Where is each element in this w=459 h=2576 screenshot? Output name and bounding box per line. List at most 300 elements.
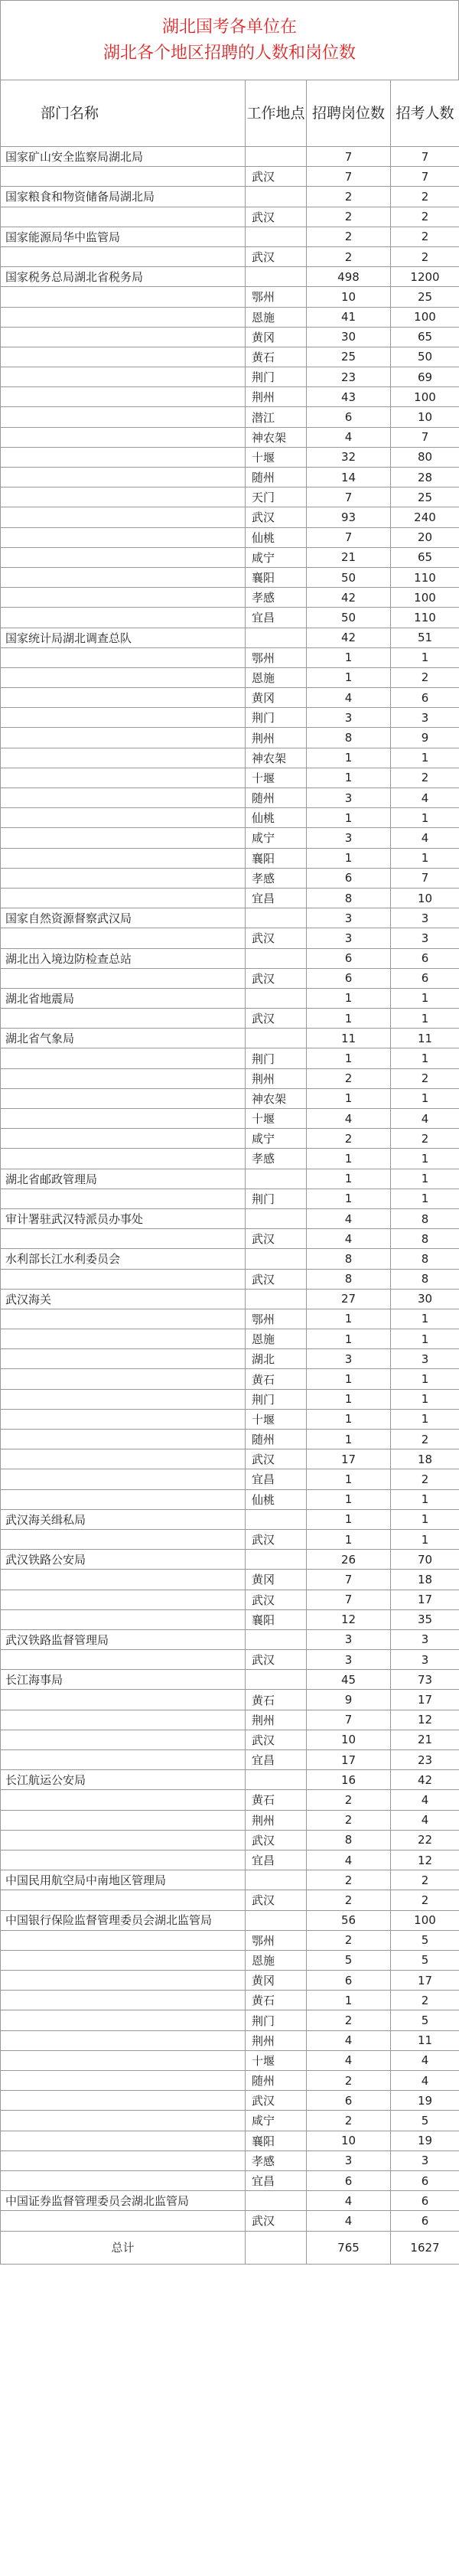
table-row-location <box>1 2150 459 2170</box>
cell-positions: 2 <box>307 1930 391 1950</box>
cell-location <box>246 1770 307 1790</box>
cell-dept <box>1 608 246 628</box>
cell-location: 襄阳 <box>246 848 307 868</box>
cell-location: 孝感 <box>246 2150 307 2170</box>
total-location <box>246 2231 307 2264</box>
table-row-location <box>1 1529 459 1549</box>
cell-people: 5 <box>391 1930 459 1950</box>
table-row-location <box>1 647 459 667</box>
cell-location: 黄石 <box>246 1369 307 1389</box>
cell-dept <box>1 307 246 327</box>
cell-location <box>246 1629 307 1649</box>
cell-location: 咸宁 <box>246 2111 307 2131</box>
cell-people: 5 <box>391 1950 459 1970</box>
cell-positions: 1 <box>307 647 391 667</box>
table-row-location <box>1 928 459 948</box>
cell-location: 潜江 <box>246 407 307 427</box>
table-row-location <box>1 968 459 988</box>
cell-location: 武汉 <box>246 1890 307 1910</box>
cell-positions: 4 <box>307 2050 391 2070</box>
cell-people: 6 <box>391 2170 459 2190</box>
cell-people: 1 <box>391 748 459 768</box>
cell-dept: 国家税务总局湖北省税务局 <box>1 267 246 287</box>
cell-dept <box>1 1048 246 1068</box>
cell-location: 十堰 <box>246 447 307 467</box>
cell-positions: 21 <box>307 547 391 567</box>
cell-dept <box>1 2030 246 2050</box>
document-title <box>0 0 459 80</box>
total-positions: 765 <box>307 2231 391 2264</box>
cell-dept <box>1 507 246 527</box>
cell-location: 武汉 <box>246 1449 307 1469</box>
cell-dept <box>1 387 246 407</box>
table-row-location <box>1 1189 459 1208</box>
cell-dept <box>1 287 246 307</box>
cell-location <box>246 267 307 287</box>
cell-people: 1 <box>391 1409 459 1429</box>
cell-people: 1200 <box>391 267 459 287</box>
table-row-department <box>1 948 459 968</box>
cell-location: 武汉 <box>246 1650 307 1670</box>
cell-dept: 国家自然资源督察武汉局 <box>1 908 246 928</box>
cell-positions: 7 <box>307 147 391 167</box>
cell-dept <box>1 207 246 227</box>
cell-people: 73 <box>391 1670 459 1690</box>
cell-people: 2 <box>391 1469 459 1489</box>
cell-people: 1 <box>391 1529 459 1549</box>
cell-positions: 1 <box>307 1329 391 1349</box>
table-row-location <box>1 828 459 848</box>
cell-positions: 7 <box>307 527 391 547</box>
cell-dept <box>1 1930 246 1950</box>
cell-location: 仙桃 <box>246 1489 307 1509</box>
table-row-location <box>1 1750 459 1770</box>
cell-location: 武汉 <box>246 207 307 227</box>
table-row-department <box>1 988 459 1008</box>
cell-dept <box>1 427 246 447</box>
cell-location: 武汉 <box>246 1590 307 1609</box>
cell-dept: 中国银行保险监督管理委员会湖北监管局 <box>1 1910 246 1930</box>
cell-location: 随州 <box>246 788 307 808</box>
cell-dept: 湖北省地震局 <box>1 988 246 1008</box>
cell-positions: 3 <box>307 708 391 728</box>
cell-positions: 6 <box>307 2170 391 2190</box>
cell-location: 十堰 <box>246 1409 307 1429</box>
cell-location <box>246 1249 307 1269</box>
cell-location: 宜昌 <box>246 888 307 908</box>
cell-positions: 16 <box>307 1770 391 1790</box>
cell-people: 110 <box>391 608 459 628</box>
table-row-location <box>1 708 459 728</box>
cell-dept <box>1 828 246 848</box>
cell-people: 6 <box>391 2191 459 2211</box>
cell-location: 仙桃 <box>246 527 307 547</box>
cell-location: 黄冈 <box>246 688 307 708</box>
cell-location: 恩施 <box>246 1950 307 1970</box>
table-row-location <box>1 1309 459 1329</box>
cell-positions: 8 <box>307 1830 391 1850</box>
table-row-location <box>1 848 459 868</box>
cell-location: 黄石 <box>246 1991 307 2010</box>
cell-positions: 8 <box>307 1249 391 1269</box>
cell-location: 恩施 <box>246 1329 307 1349</box>
cell-people: 2 <box>391 1430 459 1449</box>
cell-positions: 5 <box>307 1950 391 1970</box>
cell-location <box>246 1670 307 1690</box>
cell-dept <box>1 367 246 387</box>
title-line-2: 湖北各个地区招聘的人数和岗位数 <box>103 43 356 63</box>
table-row-location <box>1 1730 459 1749</box>
cell-location: 荆州 <box>246 1710 307 1730</box>
cell-location: 黄冈 <box>246 327 307 347</box>
cell-location: 武汉 <box>246 507 307 527</box>
cell-dept <box>1 468 246 487</box>
table-row-department <box>1 1249 459 1269</box>
cell-positions: 93 <box>307 507 391 527</box>
cell-dept <box>1 1971 246 1991</box>
cell-dept <box>1 1790 246 1810</box>
cell-positions: 56 <box>307 1910 391 1930</box>
table-row-location <box>1 1950 459 1970</box>
cell-dept: 国家粮食和物资储备局湖北局 <box>1 187 246 207</box>
cell-dept: 中国证券监督管理委员会湖北监管局 <box>1 2191 246 2211</box>
table-row-location <box>1 468 459 487</box>
cell-people: 28 <box>391 468 459 487</box>
cell-location: 荆门 <box>246 1389 307 1409</box>
cell-people: 3 <box>391 1650 459 1670</box>
cell-positions: 2 <box>307 1870 391 1890</box>
cell-location: 鄂州 <box>246 647 307 667</box>
cell-location: 孝感 <box>246 868 307 888</box>
cell-positions: 7 <box>307 1590 391 1609</box>
cell-location: 荆州 <box>246 728 307 748</box>
cell-dept <box>1 1590 246 1609</box>
cell-people: 5 <box>391 2010 459 2030</box>
cell-location: 武汉 <box>246 1009 307 1029</box>
cell-dept <box>1 2071 246 2091</box>
cell-location: 荆门 <box>246 2010 307 2030</box>
header-row <box>1 80 459 147</box>
cell-people: 17 <box>391 1590 459 1609</box>
cell-positions: 1 <box>307 1009 391 1029</box>
cell-positions: 45 <box>307 1670 391 1690</box>
cell-positions: 3 <box>307 1629 391 1649</box>
cell-location: 孝感 <box>246 588 307 608</box>
cell-location: 恩施 <box>246 307 307 327</box>
cell-positions: 6 <box>307 968 391 988</box>
cell-dept <box>1 1570 246 1590</box>
cell-dept <box>1 848 246 868</box>
cell-positions: 10 <box>307 1730 391 1749</box>
cell-dept <box>1 2010 246 2030</box>
table-row-location <box>1 1449 459 1469</box>
cell-positions: 1 <box>307 1169 391 1189</box>
cell-dept: 中国民用航空局中南地区管理局 <box>1 1870 246 1890</box>
cell-people: 1 <box>391 1009 459 1029</box>
cell-location: 随州 <box>246 1430 307 1449</box>
table-row-location <box>1 407 459 427</box>
cell-dept <box>1 2050 246 2070</box>
cell-location: 宜昌 <box>246 1469 307 1489</box>
cell-people: 6 <box>391 968 459 988</box>
table-row-location <box>1 808 459 828</box>
cell-people: 25 <box>391 287 459 307</box>
cell-dept <box>1 1349 246 1369</box>
cell-dept <box>1 768 246 787</box>
cell-people: 1 <box>391 1048 459 1068</box>
cell-dept <box>1 246 246 266</box>
cell-people: 7 <box>391 147 459 167</box>
cell-positions: 1 <box>307 1389 391 1409</box>
cell-dept <box>1 1009 246 1029</box>
cell-people: 2 <box>391 1890 459 1910</box>
cell-dept <box>1 1409 246 1429</box>
cell-location: 襄阳 <box>246 567 307 587</box>
header-location: 工作地点 <box>246 80 307 147</box>
table-row-location <box>1 1088 459 1108</box>
cell-positions: 3 <box>307 1650 391 1670</box>
cell-location: 宜昌 <box>246 1850 307 1870</box>
cell-people: 30 <box>391 1289 459 1309</box>
cell-location <box>246 2191 307 2211</box>
table-row-department <box>1 1770 459 1790</box>
cell-people: 17 <box>391 1690 459 1710</box>
table-row-location <box>1 1971 459 1991</box>
cell-people: 10 <box>391 888 459 908</box>
cell-positions: 2 <box>307 2111 391 2131</box>
cell-location: 武汉 <box>246 1830 307 1850</box>
table-row-location <box>1 2111 459 2131</box>
header-people: 招考人数 <box>391 80 459 147</box>
cell-people: 2 <box>391 227 459 246</box>
cell-people: 4 <box>391 2071 459 2091</box>
cell-dept <box>1 1189 246 1208</box>
cell-dept: 武汉铁路公安局 <box>1 1550 246 1570</box>
cell-dept <box>1 1609 246 1629</box>
table-row-location <box>1 2091 459 2111</box>
cell-positions: 4 <box>307 1208 391 1228</box>
cell-people: 4 <box>391 2050 459 2070</box>
table-row-location <box>1 1609 459 1629</box>
cell-positions: 8 <box>307 728 391 748</box>
table-row-location <box>1 1590 459 1609</box>
table-row-department <box>1 1029 459 1048</box>
cell-dept <box>1 2211 246 2231</box>
cell-people: 19 <box>391 2091 459 2111</box>
table-row-location <box>1 367 459 387</box>
cell-positions: 8 <box>307 1269 391 1289</box>
table-row-location <box>1 1430 459 1449</box>
cell-dept <box>1 1129 246 1149</box>
table-row-location <box>1 427 459 447</box>
cell-location <box>246 1870 307 1890</box>
cell-dept <box>1 647 246 667</box>
cell-dept <box>1 2131 246 2150</box>
table-row-location <box>1 1890 459 1910</box>
cell-positions: 26 <box>307 1550 391 1570</box>
table-row-location <box>1 1048 459 1068</box>
table-row-location <box>1 347 459 367</box>
cell-people: 3 <box>391 1629 459 1649</box>
table-row-location <box>1 1389 459 1409</box>
cell-location: 恩施 <box>246 667 307 687</box>
cell-location: 武汉 <box>246 2091 307 2111</box>
cell-dept <box>1 1369 246 1389</box>
cell-dept <box>1 1269 246 1289</box>
cell-people: 240 <box>391 507 459 527</box>
cell-positions: 1 <box>307 848 391 868</box>
table-row-department <box>1 227 459 246</box>
table-row-location <box>1 1109 459 1129</box>
cell-dept: 长江航运公安局 <box>1 1770 246 1790</box>
cell-positions: 1 <box>307 1430 391 1449</box>
cell-people: 1 <box>391 1489 459 1509</box>
table-row-location <box>1 1690 459 1710</box>
cell-people: 18 <box>391 1449 459 1469</box>
cell-people: 4 <box>391 1790 459 1810</box>
cell-location: 黄石 <box>246 347 307 367</box>
cell-people: 2 <box>391 246 459 266</box>
table-row-location <box>1 888 459 908</box>
cell-people: 3 <box>391 708 459 728</box>
cell-dept <box>1 888 246 908</box>
cell-people: 8 <box>391 1208 459 1228</box>
cell-positions: 1 <box>307 1529 391 1549</box>
cell-dept: 长江海事局 <box>1 1670 246 1690</box>
cell-location <box>246 1289 307 1309</box>
cell-dept: 国家矿山安全监察局湖北局 <box>1 147 246 167</box>
cell-positions: 32 <box>307 447 391 467</box>
cell-positions: 1 <box>307 1489 391 1509</box>
table-row-location <box>1 728 459 748</box>
cell-positions: 2 <box>307 1890 391 1910</box>
header-positions: 招聘岗位数 <box>307 80 391 147</box>
cell-positions: 6 <box>307 1971 391 1991</box>
table-row-location <box>1 688 459 708</box>
cell-positions: 2 <box>307 227 391 246</box>
cell-people: 8 <box>391 1249 459 1269</box>
cell-people: 3 <box>391 908 459 928</box>
cell-positions: 2 <box>307 1810 391 1830</box>
cell-people: 51 <box>391 628 459 647</box>
cell-positions: 6 <box>307 868 391 888</box>
cell-dept <box>1 688 246 708</box>
cell-people: 3 <box>391 2150 459 2170</box>
cell-positions: 12 <box>307 1609 391 1629</box>
table-row-location <box>1 1489 459 1509</box>
cell-positions: 17 <box>307 1449 391 1469</box>
cell-location: 武汉 <box>246 246 307 266</box>
cell-positions: 1 <box>307 808 391 828</box>
cell-people: 4 <box>391 1109 459 1129</box>
cell-positions: 1 <box>307 1469 391 1489</box>
table-row-location <box>1 588 459 608</box>
cell-people: 1 <box>391 1509 459 1529</box>
cell-dept: 武汉海关缉私局 <box>1 1509 246 1529</box>
cell-dept <box>1 1710 246 1730</box>
cell-positions: 1 <box>307 988 391 1008</box>
cell-location: 宜昌 <box>246 608 307 628</box>
cell-positions: 3 <box>307 1349 391 1369</box>
cell-dept <box>1 808 246 828</box>
cell-location: 荆门 <box>246 708 307 728</box>
cell-people: 1 <box>391 1169 459 1189</box>
table-row-location <box>1 327 459 347</box>
table-row-location <box>1 1650 459 1670</box>
cell-location: 黄石 <box>246 1790 307 1810</box>
table-row-location <box>1 447 459 467</box>
cell-people: 1 <box>391 1309 459 1329</box>
cell-location: 武汉 <box>246 1529 307 1549</box>
title-line-1: 湖北国考各单位在 <box>161 17 297 37</box>
cell-people: 19 <box>391 2131 459 2150</box>
cell-positions: 30 <box>307 327 391 347</box>
cell-positions: 2 <box>307 187 391 207</box>
table-row-location <box>1 1269 459 1289</box>
cell-dept <box>1 588 246 608</box>
cell-dept <box>1 1088 246 1108</box>
table-row-location <box>1 1009 459 1029</box>
cell-people: 1 <box>391 1088 459 1108</box>
cell-people: 3 <box>391 928 459 948</box>
table-row-department <box>1 1208 459 1228</box>
table-row-location <box>1 1850 459 1870</box>
cell-positions: 10 <box>307 287 391 307</box>
cell-location: 天门 <box>246 487 307 507</box>
cell-people: 7 <box>391 868 459 888</box>
cell-people: 8 <box>391 1269 459 1289</box>
cell-location: 荆州 <box>246 2030 307 2050</box>
cell-people: 4 <box>391 788 459 808</box>
cell-positions: 6 <box>307 948 391 968</box>
cell-people: 22 <box>391 1830 459 1850</box>
table-row-department <box>1 1289 459 1309</box>
cell-location: 荆州 <box>246 1068 307 1088</box>
total-row <box>1 2231 459 2264</box>
cell-location <box>246 948 307 968</box>
cell-dept <box>1 788 246 808</box>
cell-people: 2 <box>391 667 459 687</box>
cell-people: 1 <box>391 1369 459 1389</box>
table-row-department <box>1 1670 459 1690</box>
cell-location: 十堰 <box>246 1109 307 1129</box>
cell-dept: 湖北出入境边防检查总站 <box>1 948 246 968</box>
cell-people: 110 <box>391 567 459 587</box>
cell-dept <box>1 447 246 467</box>
table-row-location <box>1 788 459 808</box>
cell-positions: 10 <box>307 2131 391 2150</box>
cell-dept <box>1 1489 246 1509</box>
table-row-department <box>1 1550 459 1570</box>
cell-positions: 1 <box>307 768 391 787</box>
cell-positions: 42 <box>307 628 391 647</box>
cell-positions: 1 <box>307 1309 391 1329</box>
cell-positions: 8 <box>307 888 391 908</box>
cell-positions: 4 <box>307 688 391 708</box>
table-row-location <box>1 2050 459 2070</box>
cell-people: 1 <box>391 808 459 828</box>
cell-people: 25 <box>391 487 459 507</box>
cell-positions: 7 <box>307 167 391 187</box>
cell-people: 20 <box>391 527 459 547</box>
cell-people: 1 <box>391 1149 459 1169</box>
cell-people: 2 <box>391 1991 459 2010</box>
table-row-department <box>1 1509 459 1529</box>
cell-location: 咸宁 <box>246 547 307 567</box>
table-row-department <box>1 2191 459 2211</box>
cell-dept <box>1 1529 246 1549</box>
table-row-location <box>1 1409 459 1429</box>
